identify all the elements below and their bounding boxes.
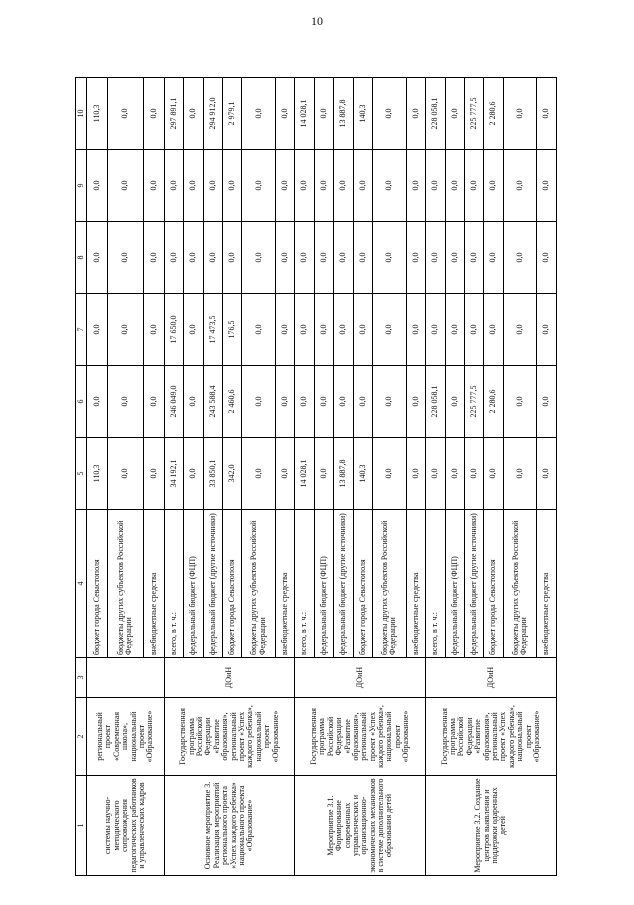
value-cell: 0,0 bbox=[503, 294, 537, 366]
value-cell: 0,0 bbox=[242, 438, 276, 510]
value-cell: 0,0 bbox=[87, 366, 108, 438]
value-cell: 0,0 bbox=[484, 222, 503, 294]
source-cell: внебюджетные средства bbox=[537, 510, 557, 658]
value-cell: 17 650,0 bbox=[164, 294, 183, 366]
value-cell: 0,0 bbox=[537, 78, 557, 150]
value-cell: 0,0 bbox=[276, 438, 295, 510]
program-cell: Государственная программа Российской Федерации «Развитие образования», региональный проект «Успех каждого ребенка», национальный проект «Образование» bbox=[295, 698, 426, 776]
value-cell: 0,0 bbox=[143, 78, 164, 150]
value-cell: 0,0 bbox=[242, 78, 276, 150]
column-header: 8 bbox=[76, 222, 87, 294]
value-cell: 0,0 bbox=[503, 150, 537, 222]
value-cell: 17 473,5 bbox=[203, 294, 222, 366]
column-header: 10 bbox=[76, 78, 87, 150]
value-cell: 0,0 bbox=[314, 150, 333, 222]
table-row bbox=[164, 78, 183, 876]
value-cell: 0,0 bbox=[242, 294, 276, 366]
value-cell: 0,0 bbox=[334, 294, 353, 366]
value-cell: 0,0 bbox=[426, 438, 445, 510]
value-cell: 0,0 bbox=[353, 294, 372, 366]
source-cell: федеральный бюджет (другие источники) bbox=[334, 510, 353, 658]
value-cell: 0,0 bbox=[295, 150, 314, 222]
measure-name-cell: Мероприятие 3.2. Создание центров выявления и поддержки одаренных детей bbox=[426, 776, 557, 876]
value-cell: 0,0 bbox=[334, 222, 353, 294]
value-cell: 0,0 bbox=[143, 294, 164, 366]
page-number: 10 bbox=[311, 14, 323, 28]
source-cell: бюджет города Севастополя bbox=[222, 510, 241, 658]
value-cell: 140,3 bbox=[353, 78, 372, 150]
value-cell: 0,0 bbox=[184, 366, 203, 438]
column-header: 2 bbox=[76, 698, 87, 776]
value-cell: 0,0 bbox=[107, 150, 143, 222]
column-header: 1 bbox=[76, 776, 87, 876]
table-row bbox=[87, 78, 108, 876]
column-header: 9 bbox=[76, 150, 87, 222]
value-cell: 0,0 bbox=[406, 222, 425, 294]
value-cell: 0,0 bbox=[203, 150, 222, 222]
rotated-table-container bbox=[75, 78, 557, 876]
value-cell: 0,0 bbox=[464, 150, 483, 222]
value-cell: 0,0 bbox=[87, 150, 108, 222]
value-cell: 0,0 bbox=[353, 150, 372, 222]
column-header: 3 bbox=[76, 658, 87, 698]
column-header: 7 bbox=[76, 294, 87, 366]
table-row bbox=[426, 78, 445, 876]
value-cell: 13 887,8 bbox=[334, 438, 353, 510]
value-cell: 297 891,1 bbox=[164, 78, 183, 150]
executor-cell: ДОиН bbox=[164, 658, 295, 698]
value-cell: 14 028,1 bbox=[295, 438, 314, 510]
value-cell: 0,0 bbox=[537, 150, 557, 222]
value-cell: 0,0 bbox=[406, 294, 425, 366]
value-cell: 0,0 bbox=[406, 438, 425, 510]
value-cell: 0,0 bbox=[184, 438, 203, 510]
value-cell: 0,0 bbox=[537, 438, 557, 510]
value-cell: 110,3 bbox=[87, 438, 108, 510]
value-cell: 14 028,1 bbox=[295, 78, 314, 150]
column-number-row bbox=[76, 78, 87, 876]
value-cell: 0,0 bbox=[184, 78, 203, 150]
value-cell: 342,0 bbox=[222, 438, 241, 510]
value-cell: 0,0 bbox=[445, 366, 464, 438]
value-cell: 243 588,4 bbox=[203, 366, 222, 438]
value-cell: 0,0 bbox=[295, 294, 314, 366]
value-cell: 294 912,0 bbox=[203, 78, 222, 150]
value-cell: 0,0 bbox=[426, 222, 445, 294]
source-cell: федеральный бюджет (другие источники) bbox=[203, 510, 222, 658]
value-cell: 228 058,1 bbox=[426, 78, 445, 150]
value-cell: 0,0 bbox=[143, 438, 164, 510]
value-cell: 0,0 bbox=[107, 366, 143, 438]
value-cell: 0,0 bbox=[464, 294, 483, 366]
source-cell: бюджеты других субъектов Российской Федерации bbox=[107, 510, 143, 658]
value-cell: 0,0 bbox=[426, 294, 445, 366]
executor-cell: ДОиН bbox=[295, 658, 426, 698]
value-cell: 0,0 bbox=[314, 438, 333, 510]
value-cell: 0,0 bbox=[445, 294, 464, 366]
value-cell: 2 280,6 bbox=[484, 366, 503, 438]
value-cell: 0,0 bbox=[276, 78, 295, 150]
source-cell: федеральный бюджет (ФЦП) bbox=[445, 510, 464, 658]
measure-name-cell: Основное мероприятие 3. Реализация мероприятий регионального проекта «Успех каждого ребенка» национального проекта «Образование» bbox=[164, 776, 295, 876]
value-cell: 0,0 bbox=[242, 366, 276, 438]
value-cell: 246 049,0 bbox=[164, 366, 183, 438]
value-cell: 0,0 bbox=[373, 438, 407, 510]
executor-cell bbox=[87, 658, 165, 698]
value-cell: 0,0 bbox=[406, 366, 425, 438]
table-row bbox=[295, 78, 314, 876]
value-cell: 0,0 bbox=[537, 294, 557, 366]
value-cell: 0,0 bbox=[107, 78, 143, 150]
value-cell: 0,0 bbox=[353, 222, 372, 294]
source-cell: бюджет города Севастополя bbox=[484, 510, 503, 658]
value-cell: 0,0 bbox=[334, 366, 353, 438]
measure-name-cell: системы научно-методического сопровождения педагогических работников и управленческих кадров bbox=[87, 776, 165, 876]
source-cell: внебюджетные средства bbox=[406, 510, 425, 658]
value-cell: 0,0 bbox=[87, 294, 108, 366]
value-cell: 2 460,6 bbox=[222, 366, 241, 438]
value-cell: 0,0 bbox=[445, 78, 464, 150]
value-cell: 0,0 bbox=[373, 78, 407, 150]
value-cell: 0,0 bbox=[537, 222, 557, 294]
value-cell: 0,0 bbox=[406, 78, 425, 150]
value-cell: 0,0 bbox=[184, 222, 203, 294]
value-cell: 0,0 bbox=[295, 222, 314, 294]
executor-cell: ДОиН bbox=[426, 658, 557, 698]
value-cell: 0,0 bbox=[143, 150, 164, 222]
value-cell: 0,0 bbox=[484, 438, 503, 510]
value-cell: 0,0 bbox=[503, 366, 537, 438]
program-cell: Государственная программа Российской Федерации «Развитие образования», региональный проект «Успех каждого ребенка», национальный проект «Образование» bbox=[164, 698, 295, 776]
value-cell: 0,0 bbox=[143, 222, 164, 294]
value-cell: 0,0 bbox=[164, 222, 183, 294]
value-cell: 2 979,1 bbox=[222, 78, 241, 150]
column-header: 5 bbox=[76, 438, 87, 510]
source-cell: всего, в т. ч.: bbox=[164, 510, 183, 658]
value-cell: 0,0 bbox=[276, 294, 295, 366]
value-cell: 0,0 bbox=[222, 222, 241, 294]
value-cell: 0,0 bbox=[353, 366, 372, 438]
source-cell: бюджеты других субъектов Российской Федерации bbox=[242, 510, 276, 658]
value-cell: 0,0 bbox=[445, 150, 464, 222]
value-cell: 0,0 bbox=[276, 222, 295, 294]
source-cell: федеральный бюджет (ФЦП) bbox=[184, 510, 203, 658]
value-cell: 0,0 bbox=[107, 294, 143, 366]
value-cell: 0,0 bbox=[87, 222, 108, 294]
source-cell: федеральный бюджет (другие источники) bbox=[464, 510, 483, 658]
value-cell: 0,0 bbox=[295, 366, 314, 438]
value-cell: 0,0 bbox=[143, 366, 164, 438]
value-cell: 0,0 bbox=[373, 294, 407, 366]
value-cell: 33 850,1 bbox=[203, 438, 222, 510]
value-cell: 0,0 bbox=[484, 294, 503, 366]
value-cell: 34 192,1 bbox=[164, 438, 183, 510]
value-cell: 0,0 bbox=[242, 222, 276, 294]
value-cell: 0,0 bbox=[503, 438, 537, 510]
source-cell: бюджет города Севастополя bbox=[353, 510, 372, 658]
value-cell: 0,0 bbox=[107, 222, 143, 294]
value-cell: 0,0 bbox=[276, 150, 295, 222]
source-cell: бюджеты других субъектов Российской Федерации bbox=[373, 510, 407, 658]
column-header: 6 bbox=[76, 366, 87, 438]
value-cell: 140,3 bbox=[353, 438, 372, 510]
value-cell: 13 887,8 bbox=[334, 78, 353, 150]
value-cell: 0,0 bbox=[445, 438, 464, 510]
value-cell: 0,0 bbox=[314, 78, 333, 150]
value-cell: 0,0 bbox=[314, 294, 333, 366]
value-cell: 0,0 bbox=[184, 150, 203, 222]
value-cell: 0,0 bbox=[484, 150, 503, 222]
value-cell: 0,0 bbox=[314, 222, 333, 294]
value-cell: 0,0 bbox=[242, 150, 276, 222]
measure-name-cell: Мероприятие 3.1. Формирование современных управленческих и организационно-экономических механизмов в системе дополнительного образования детей bbox=[295, 776, 426, 876]
value-cell: 0,0 bbox=[503, 222, 537, 294]
value-cell: 0,0 bbox=[222, 150, 241, 222]
value-cell: 0,0 bbox=[406, 150, 425, 222]
value-cell: 176,5 bbox=[222, 294, 241, 366]
program-cell: региональный проект «Современная школа», национальный проект «Образование» bbox=[87, 698, 165, 776]
value-cell: 2 280,6 bbox=[484, 78, 503, 150]
source-cell: всего, в т. ч.: bbox=[426, 510, 445, 658]
value-cell: 110,3 bbox=[87, 78, 108, 150]
source-cell: внебюджетные средства bbox=[143, 510, 164, 658]
value-cell: 225 777,5 bbox=[464, 366, 483, 438]
source-cell: всего, в т. ч.: bbox=[295, 510, 314, 658]
value-cell: 0,0 bbox=[426, 150, 445, 222]
source-cell: бюджеты других субъектов Российской Федерации bbox=[503, 510, 537, 658]
value-cell: 0,0 bbox=[373, 222, 407, 294]
value-cell: 0,0 bbox=[503, 78, 537, 150]
value-cell: 0,0 bbox=[334, 150, 353, 222]
column-header: 4 bbox=[76, 510, 87, 658]
value-cell: 0,0 bbox=[276, 366, 295, 438]
source-cell: федеральный бюджет (ФЦП) bbox=[314, 510, 333, 658]
value-cell: 0,0 bbox=[537, 366, 557, 438]
value-cell: 0,0 bbox=[445, 222, 464, 294]
value-cell: 0,0 bbox=[164, 150, 183, 222]
value-cell: 228 058,1 bbox=[426, 366, 445, 438]
value-cell: 0,0 bbox=[464, 438, 483, 510]
value-cell: 0,0 bbox=[203, 222, 222, 294]
value-cell: 0,0 bbox=[373, 150, 407, 222]
funding-table bbox=[75, 77, 557, 876]
source-cell: внебюджетные средства bbox=[276, 510, 295, 658]
value-cell: 0,0 bbox=[184, 294, 203, 366]
source-cell: бюджет города Севастополя bbox=[87, 510, 108, 658]
value-cell: 0,0 bbox=[373, 366, 407, 438]
value-cell: 0,0 bbox=[107, 438, 143, 510]
value-cell: 0,0 bbox=[464, 222, 483, 294]
value-cell: 225 777,5 bbox=[464, 78, 483, 150]
program-cell: Государственная программа Российской Федерации «Развитие образования», региональный проект «Успех каждого ребенка», национальный проект «Образование» bbox=[426, 698, 557, 776]
value-cell: 0,0 bbox=[314, 366, 333, 438]
